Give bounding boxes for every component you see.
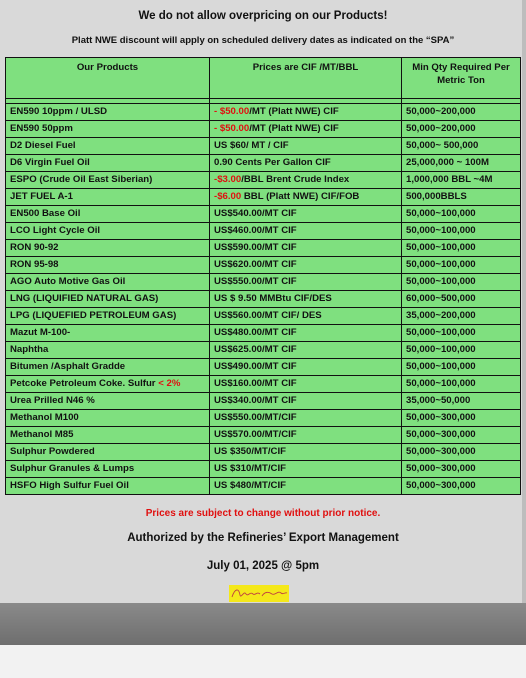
product-name: HSFO High Sulfur Fuel Oil — [10, 480, 129, 491]
product-cell — [6, 155, 210, 172]
min-qty-cell: 35,000~50,000 — [402, 393, 521, 410]
min-qty-cell: 50,000~300,000 — [402, 478, 521, 495]
product-cell — [6, 121, 210, 138]
table-row — [6, 444, 521, 461]
table-row — [6, 410, 521, 427]
price-text: US $350/MT/CIF — [214, 446, 286, 457]
product-cell — [6, 461, 210, 478]
platt-discount-notice: Platt NWE discount will apply on scheduled delivery dates as indicated on the “SPA” — [71, 35, 455, 46]
product-cell — [6, 274, 210, 291]
min-qty-cell: 50,000~ 500,000 — [402, 138, 521, 155]
price-cell — [210, 155, 402, 172]
table-row — [6, 257, 521, 274]
price-text: US $60/ MT / CIF — [214, 140, 289, 151]
product-cell — [6, 189, 210, 206]
column-header-min-qty: Min Qty Required Per Metric Ton — [402, 58, 521, 99]
price-cell — [210, 376, 402, 393]
price-text: /MT (Platt NWE) CIF — [249, 123, 339, 134]
min-qty-cell: 500,000BBLS — [402, 189, 521, 206]
min-qty-cell: 50,000~300,000 — [402, 461, 521, 478]
product-name: AGO Auto Motive Gas Oil — [10, 276, 126, 287]
price-discount: - $50.00 — [214, 106, 250, 117]
price-text: US $480/MT/CIF — [214, 480, 286, 491]
price-cell — [210, 189, 402, 206]
product-cell — [6, 427, 210, 444]
min-qty-cell: 50,000~100,000 — [402, 325, 521, 342]
signature-stamp — [229, 585, 289, 602]
product-name: Petcoke Petroleum Coke. Sulfur — [10, 378, 156, 389]
min-qty-cell: 60,000~500,000 — [402, 291, 521, 308]
product-cell — [6, 257, 210, 274]
price-cell — [210, 274, 402, 291]
product-name: Sulphur Powdered — [10, 446, 95, 457]
min-qty-cell: 50,000~200,000 — [402, 104, 521, 121]
product-name: RON 90-92 — [10, 242, 59, 253]
min-qty-cell: 35,000~200,000 — [402, 308, 521, 325]
table-row — [6, 104, 521, 121]
product-name: Mazut M-100- — [10, 327, 71, 338]
product-name: EN590 10ppm / ULSD — [10, 106, 108, 117]
table-row — [6, 478, 521, 495]
product-cell — [6, 104, 210, 121]
price-cell — [210, 308, 402, 325]
table-row — [6, 240, 521, 257]
product-cell — [6, 393, 210, 410]
min-qty-cell: 50,000~100,000 — [402, 274, 521, 291]
price-cell — [210, 342, 402, 359]
table-row — [6, 206, 521, 223]
product-name: LNG (LIQUIFIED NATURAL GAS) — [10, 293, 159, 304]
price-text: US$590.00/MT CIF — [214, 242, 297, 253]
table-row — [6, 461, 521, 478]
product-name: EN590 50ppm — [10, 123, 73, 134]
table-row — [6, 376, 521, 393]
price-text: US$490.00/MT CIF — [214, 361, 297, 372]
product-name: D2 Diesel Fuel — [10, 140, 76, 151]
product-name: LCO Light Cycle Oil — [10, 225, 101, 236]
price-text: US$480.00/MT CIF — [214, 327, 297, 338]
price-discount: - $50.00 — [214, 123, 250, 134]
price-cell — [210, 223, 402, 240]
price-text: US$570.00/MT/CIF — [214, 429, 297, 440]
price-text: US$160.00/MT CIF — [214, 378, 297, 389]
price-discount: -$3.00 — [214, 174, 242, 185]
table-row — [6, 427, 521, 444]
product-cell — [6, 325, 210, 342]
table-row — [6, 291, 521, 308]
product-name: LPG (LIQUEFIED PETROLEUM GAS) — [10, 310, 177, 321]
min-qty-cell: 50,000~100,000 — [402, 223, 521, 240]
min-qty-cell: 50,000~100,000 — [402, 257, 521, 274]
product-name: JET FUEL A-1 — [10, 191, 73, 202]
price-text: BBL (Platt NWE) CIF/FOB — [241, 191, 360, 202]
price-cell — [210, 325, 402, 342]
price-cell — [210, 393, 402, 410]
price-text: 0.90 Cents Per Gallon CIF — [214, 157, 331, 168]
table-row — [6, 359, 521, 376]
page-edge — [522, 0, 526, 603]
min-qty-cell: 50,000~100,000 — [402, 206, 521, 223]
product-name: Urea Prilled N46 % — [10, 395, 95, 406]
product-cell — [6, 172, 210, 189]
product-cell — [6, 342, 210, 359]
price-text: US $ 9.50 MMBtu CIF/DES — [214, 293, 332, 304]
min-qty-cell: 25,000,000 ~ 100M — [402, 155, 521, 172]
product-name: ESPO (Crude Oil East Siberian) — [10, 174, 153, 185]
product-name: Methanol M100 — [10, 412, 79, 423]
min-qty-cell: 50,000~200,000 — [402, 121, 521, 138]
products-table — [5, 57, 521, 495]
price-cell — [210, 138, 402, 155]
price-text: /BBL Brent Crude Index — [241, 174, 350, 185]
min-qty-cell: 50,000~300,000 — [402, 444, 521, 461]
price-text: US$540.00/MT CIF — [214, 208, 297, 219]
column-header-products: Our Products — [6, 58, 210, 99]
table-row — [6, 172, 521, 189]
table-row — [6, 155, 521, 172]
price-text: US$625.00/MT CIF — [214, 344, 297, 355]
product-cell — [6, 376, 210, 393]
price-text: US$460.00/MT CIF — [214, 225, 297, 236]
price-cell — [210, 172, 402, 189]
price-cell — [210, 427, 402, 444]
product-name: Sulphur Granules & Lumps — [10, 463, 135, 474]
table-row — [6, 325, 521, 342]
product-name: Bitumen /Asphalt Gradde — [10, 361, 126, 372]
price-text: US $310/MT/CIF — [214, 463, 286, 474]
price-cell — [210, 240, 402, 257]
price-text: US$340.00/MT CIF — [214, 395, 297, 406]
product-name: D6 Virgin Fuel Oil — [10, 157, 90, 168]
price-text: /MT (Platt NWE) CIF — [249, 106, 339, 117]
product-cell — [6, 308, 210, 325]
product-cell — [6, 478, 210, 495]
price-cell — [210, 461, 402, 478]
price-cell — [210, 104, 402, 121]
product-name: RON 95-98 — [10, 259, 59, 270]
viewer-light-band — [0, 645, 526, 678]
price-cell — [210, 257, 402, 274]
product-cell — [6, 410, 210, 427]
product-cell — [6, 291, 210, 308]
product-cell — [6, 444, 210, 461]
product-name: Naphtha — [10, 344, 49, 355]
overpricing-notice: We do not allow overpricing on our Products! — [138, 10, 388, 22]
min-qty-cell: 50,000~100,000 — [402, 342, 521, 359]
price-text: US$550.00/MT/CIF — [214, 412, 297, 423]
table-header-row — [6, 58, 521, 99]
price-cell — [210, 444, 402, 461]
price-cell — [210, 359, 402, 376]
price-cell — [210, 478, 402, 495]
min-qty-cell: 1,000,000 BBL ~4M — [402, 172, 521, 189]
product-name: Methanol M85 — [10, 429, 74, 440]
product-name: EN500 Base Oil — [10, 208, 81, 219]
price-cell — [210, 206, 402, 223]
price-cell — [210, 121, 402, 138]
product-cell — [6, 223, 210, 240]
product-cell — [6, 359, 210, 376]
price-discount: -$6.00 — [214, 191, 242, 202]
product-suffix: < 2% — [155, 378, 181, 389]
authorized-by: Authorized by the Refineries’ Export Management — [127, 532, 399, 544]
table-row — [6, 223, 521, 240]
issue-date: July 01, 2025 @ 5pm — [206, 560, 320, 572]
table-row — [6, 138, 521, 155]
table-row — [6, 189, 521, 206]
min-qty-cell: 50,000~100,000 — [402, 376, 521, 393]
table-row — [6, 393, 521, 410]
price-cell — [210, 410, 402, 427]
min-qty-cell: 50,000~300,000 — [402, 427, 521, 444]
product-cell — [6, 206, 210, 223]
product-cell — [6, 240, 210, 257]
min-qty-cell: 50,000~300,000 — [402, 410, 521, 427]
price-text: US$560.00/MT CIF/ DES — [214, 310, 322, 321]
product-cell — [6, 138, 210, 155]
price-change-notice: Prices are subject to change without prior notice. — [145, 508, 381, 519]
price-text: US$550.00/MT CIF — [214, 276, 297, 287]
price-cell — [210, 291, 402, 308]
price-text: US$620.00/MT CIF — [214, 259, 297, 270]
table-row — [6, 274, 521, 291]
signature-scribble — [229, 585, 289, 602]
viewer-dark-band — [0, 603, 526, 645]
table-row — [6, 308, 521, 325]
table-row — [6, 121, 521, 138]
table-row — [6, 342, 521, 359]
min-qty-cell: 50,000~100,000 — [402, 240, 521, 257]
min-qty-cell: 50,000~100,000 — [402, 359, 521, 376]
column-header-prices: Prices are CIF /MT/BBL — [210, 58, 402, 99]
